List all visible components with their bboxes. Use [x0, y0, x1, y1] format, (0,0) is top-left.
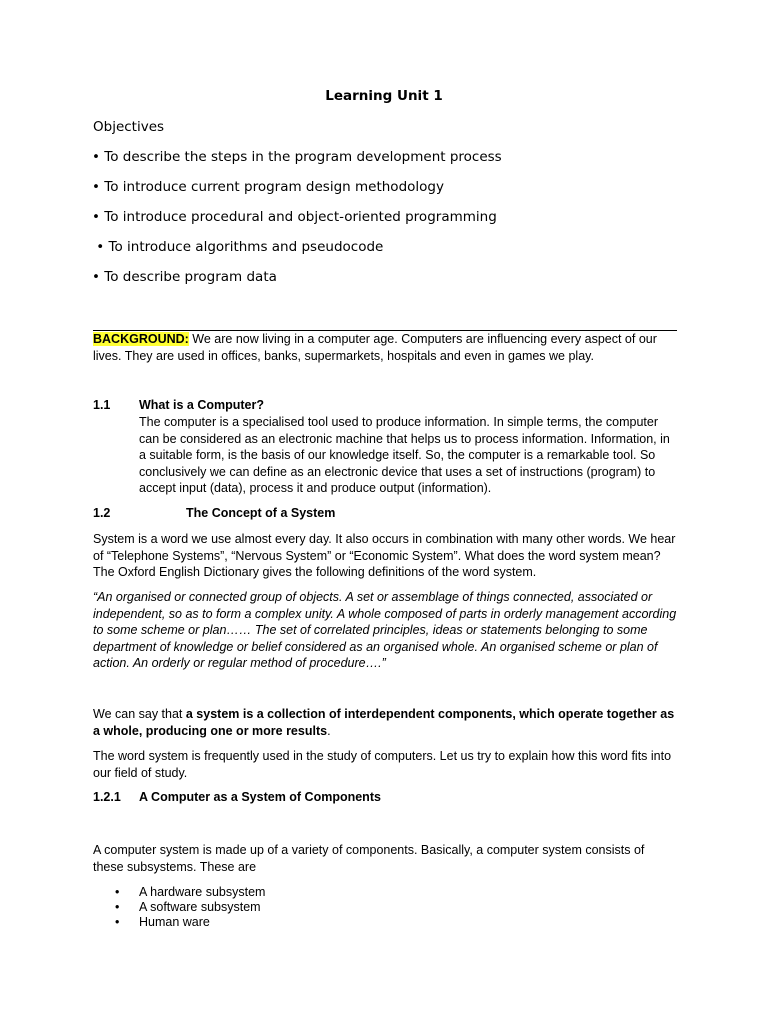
section-body: The computer is a specialised tool used to produce information. In simple terms, the computer can be considered as an electronic machine that helps us to process information. Information, in a suitable form, is the basis of our knowledge itself. So, the computer is a remarkable tool. So conclusively we can define as an electronic device that uses a set of instructions (program) to accept input (data), process it and produce output (information). [139, 415, 670, 495]
bullet-icon: • [115, 900, 120, 915]
background-paragraph [93, 331, 679, 364]
objective-item: • To introduce algorithms and pseudocode [92, 239, 384, 255]
section-number: 1.2.1 [93, 790, 121, 804]
list-item-text: A software subsystem [139, 900, 261, 915]
list-item-text: A hardware subsystem [139, 885, 266, 899]
background-text: We are now living in a computer age. Computers are influencing every aspect of our lives. They are used in offices, banks, supermarkets, hospitals and even in games we play. [93, 332, 657, 363]
section-body: System is a word we use almost every day. It also occurs in combination with many other words. We hear of “Telephone Systems”, “Nervous System” or “Economic System”. What does the word system mean? The Oxford English Dictionary gives the following definitions of the word system. [93, 532, 676, 579]
objectives-heading: Objectives [93, 119, 165, 135]
section-heading: What is a Computer? [139, 398, 265, 412]
definition-prefix: We can say that [93, 707, 186, 721]
section-body: The word system is frequently used in the study of computers. Let us try to explain how this word fits into our field of study. [93, 749, 672, 780]
system-definition [93, 706, 683, 739]
dictionary-quote: “An organised or connected group of objects. A set or assemblage of things connected, associated or independent, so as to form a complex unity. A whole composed of parts in orderly management according to some scheme or plan…… The set of correlated principles, ideas or statements belonging to some department of knowledge or belief considered as an organised whole. An organised scheme or plan of action. An orderly or regular method of procedure….” [93, 590, 677, 670]
definition-suffix: . [327, 723, 331, 738]
objective-item: • To introduce procedural and object-oriented programming [92, 209, 497, 225]
section-heading: The Concept of a System [186, 506, 336, 520]
background-label: BACKGROUND: [93, 332, 189, 346]
list-item-text: Human ware [139, 915, 210, 930]
objective-item: • To describe program data [92, 269, 277, 285]
bullet-icon: • [115, 885, 120, 899]
section-body: A computer system is made up of a variety of components. Basically, a computer system consists of these subsystems. These are [93, 843, 645, 874]
definition-bold: a system is a collection of interdependent components, which operate together as a whole, producing one or more results [93, 707, 675, 738]
objective-item: • To describe the steps in the program development process [92, 149, 502, 165]
section-heading: A Computer as a System of Components [139, 790, 381, 804]
bullet-icon: • [115, 915, 120, 930]
section-number: 1.1 [93, 398, 111, 412]
section-number: 1.2 [93, 506, 111, 520]
page-title: Learning Unit 1 [325, 88, 443, 104]
objective-item: • To introduce current program design methodology [92, 179, 444, 195]
